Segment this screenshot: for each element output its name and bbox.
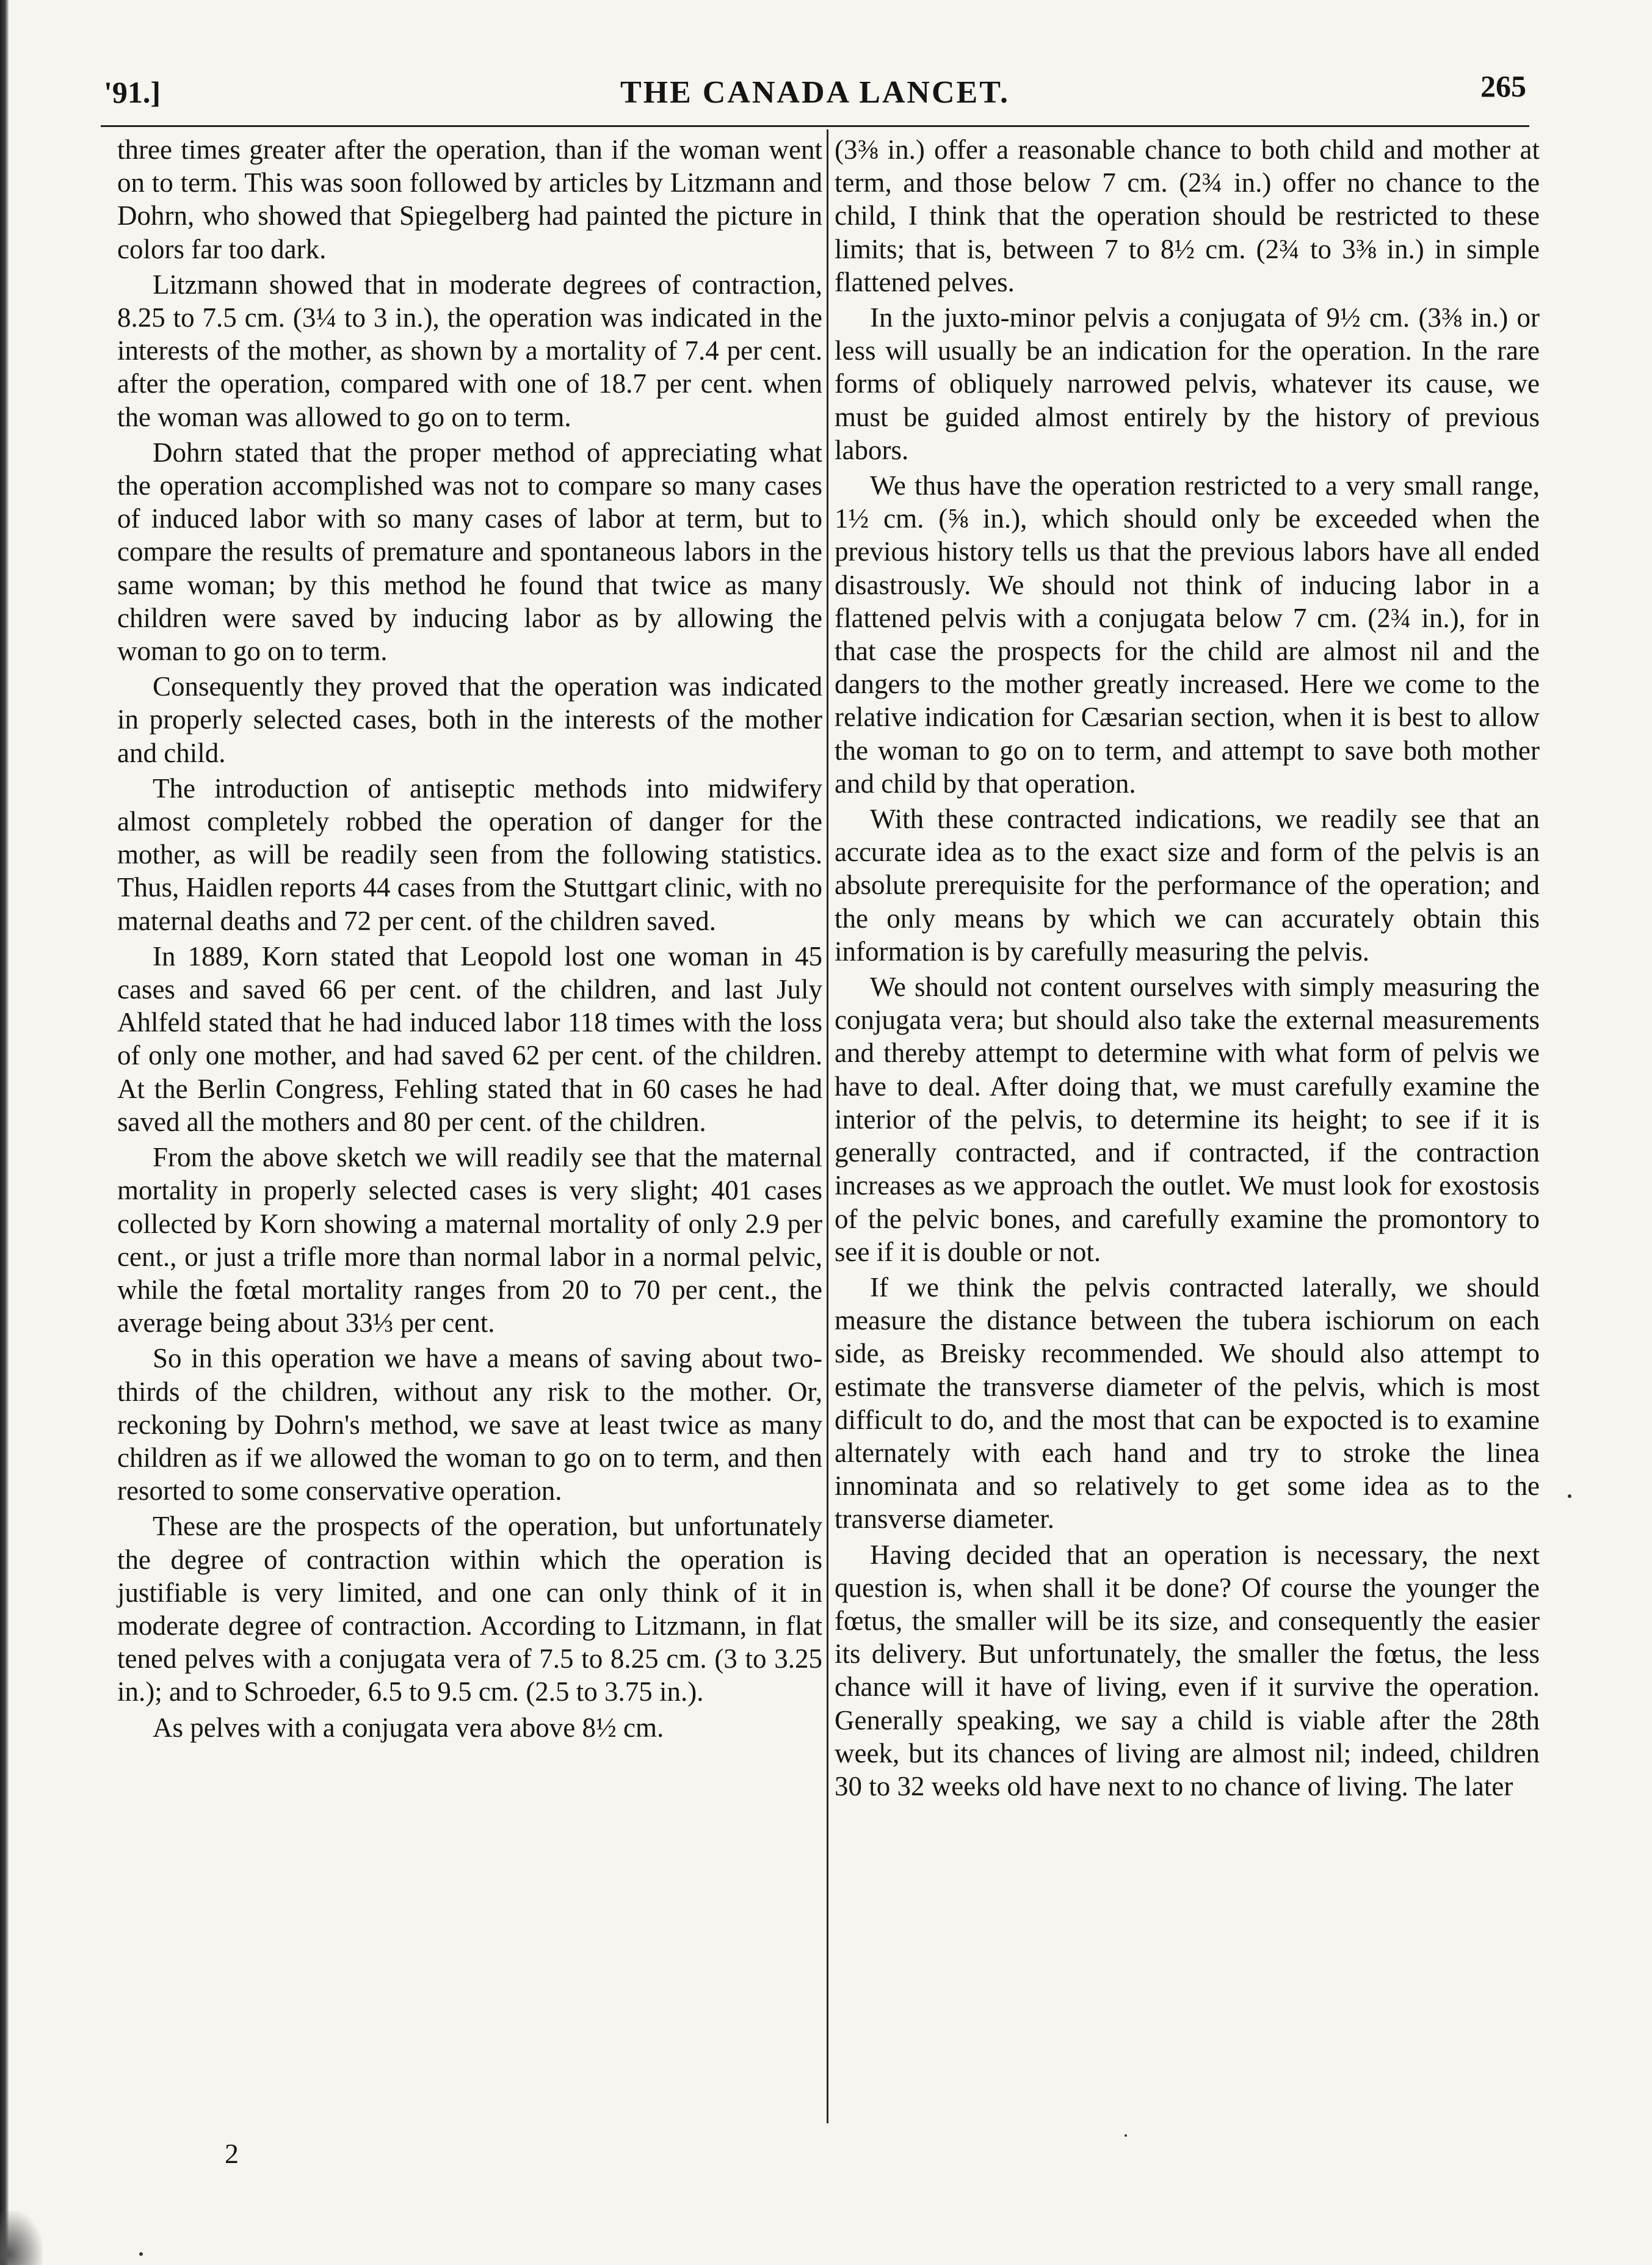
paragraph: So in this operation we have a means of saving about two-thirds of the children, without any risk to the mother. Or, reckoning by Dohrn's method, we save at least twice as many children as if we allowed the woman to go on to term, and then resorted to some conservative operation.	[117, 1343, 822, 1507]
paragraph: Consequently they proved that the operation was indicated in properly selected cases, both in the interests of the mother and child.	[117, 671, 822, 768]
header-rule	[101, 125, 1529, 127]
paragraph: (3⅜ in.) offer a reasonable chance to both child and mother at term, and those below 7 cm. (2¾ in.) offer no chance to the child, I think that the operation should be restricted to these limits; that is, between 7 to 8½ cm. (2¾ to 3⅜ in.) in simple flattened pelves.	[835, 134, 1540, 297]
ink-speck	[139, 2252, 143, 2256]
paragraph: We should not content ourselves with simply measuring the conjugata vera; but should also take the external measurements and thereby attempt to determine with what form of pelvis we have to deal. After doing that, we must carefully examine the interior of the pelvis, to determine its height; to see if it is generally contracted, and if contracted, if the contraction increases as we approach the outlet. We must look for exostosis of the pelvic bones, and carefully examine the promontory to see if it is double or not.	[835, 972, 1540, 1267]
paragraph: We thus have the operation restricted to a very small range, 1½ cm. (⅝ in.), which should only be exceeded when the previous history tells us that the previous labors have all ended disastrously. We should not think of inducing labor in a flattened pelvis with a conjugata below 7 cm. (2¾ in.), for in that case the prospects for the child are almost nil and the dangers to the mother greatly increased. Here we come to the relative indication for Cæsarian section, when it is best to allow the woman to go on to term, and attempt to save both mother and child by that operation.	[835, 470, 1540, 799]
page-number: 265	[1480, 69, 1526, 103]
paragraph: The introduction of antiseptic methods into midwifery almost completely robbed the operation of danger for the mother, as will be readily seen from the following statistics. Thus, Haidlen reports 44 cases from the Stuttgart clinic, with no maternal deaths and 72 per cent. of the children saved.	[117, 773, 822, 936]
paragraph: Having decided that an operation is necessary, the next question is, when shall it be done? Of course the younger the fœtus, the smaller will be its size, and consequently the easier its delivery. But unfortunately, the smaller the fœtus, the less chance will it have of living, even if it survive the operation. Generally speaking, we say a child is viable after the 28th week, but its chances of living are almost nil; indeed, children 30 to 32 weeks old have next to no chance of living. The later	[835, 1539, 1540, 1801]
running-head	[104, 68, 1526, 117]
ink-speck	[1568, 1494, 1571, 1498]
paragraph: If we think the pelvis contracted laterally, we should measure the distance between the tubera ischiorum on each side, as Breisky recommended. We should also attempt to estimate the transverse diameter of the pelvis, which is most difficult to do, and the most that can be expocted is to examine alternately with each hand and try to stroke the linea innominata and so relatively to get some idea as to the transverse diameter.	[835, 1271, 1540, 1535]
paragraph: In 1889, Korn stated that Leopold lost one woman in 45 cases and saved 66 per cent. of the children, and last July Ahlfeld stated that he had induced labor 118 times with the loss of only one mother, and had saved 62 per cent. of the children. At the Berlin Congress, Fehling stated that in 60 cases he had saved all the mothers and 80 per cent. of the children.	[117, 940, 822, 1137]
right-column	[835, 133, 1540, 1805]
paragraph: As pelves with a conjugata vera above 8½ cm.	[153, 1712, 664, 1743]
paragraph: Litzmann showed that in moderate degrees of contraction, 8.25 to 7.5 cm. (3¼ to 3 in.), the operation was indicated in the interests of the mother, as shown by a mortality of 7.4 per cent. after the operation, compared with one of 18.7 per cent. when the woman was allowed to go on to term.	[117, 269, 822, 432]
paragraph: Dohrn stated that the proper method of appreciating what the operation accomplished was not to compare so many cases of induced labor with so many cases of labor at term, but to compare the results of premature and spontaneous labors in the same woman; by this method he found that twice as many children were saved by inducing labor as by allowing the woman to go on to term.	[117, 437, 822, 667]
signature-mark: 2	[225, 2138, 239, 2169]
paragraph: These are the prospects of the operation, but unfortunately the degree of contraction within which the operation is justifiable is very limited, and one can only think of it in moderate degree of contraction. According to Litzmann, in flat tened pelves with a conjugata vera of 7.5 to 8.25 cm. (3 to 3.25 in.); and to Schroeder, 6.5 to 9.5 cm. (2.5 to 3.75 in.).	[117, 1511, 822, 1707]
column-divider	[827, 129, 828, 2123]
scan-smudge	[0, 2211, 43, 2265]
journal-title: THE CANADA LANCET.	[620, 75, 1010, 110]
paragraph: From the above sketch we will readily see that the maternal mortality in properly selected cases is very slight; 401 cases collected by Korn showing a maternal mortality of only 2.9 per cent., or just a trifle more than normal labor in a normal pelvic, while the fœtal mortality ranges from 20 to 70 per cent., the average being about 33⅓ per cent.	[117, 1142, 822, 1339]
paragraph: With these contracted indications, we readily see that an accurate idea as to the exact size and form of the pelvis is an absolute prerequisite for the performance of the operation; and the only means by which we can accurately obtain this information is by carefully measuring the pelvis.	[835, 804, 1540, 967]
left-column	[117, 133, 822, 1747]
paragraph: three times greater after the operation, than if the woman went on to term. This was soon followed by articles by Litzmann and Dohrn, who showed that Spiegelberg had painted the picture in colors far too dark.	[117, 134, 822, 264]
ink-speck	[1125, 2134, 1127, 2137]
paragraph: In the juxto-minor pelvis a conjugata of 9½ cm. (3⅜ in.) or less will usually be an indication for the operation. In the rare forms of obliquely narrowed pelvis, whatever its cause, we must be guided almost entirely by the history of previous labors.	[835, 302, 1540, 465]
header-year: '91.]	[104, 75, 161, 109]
scanned-page-edge	[0, 0, 9, 2265]
